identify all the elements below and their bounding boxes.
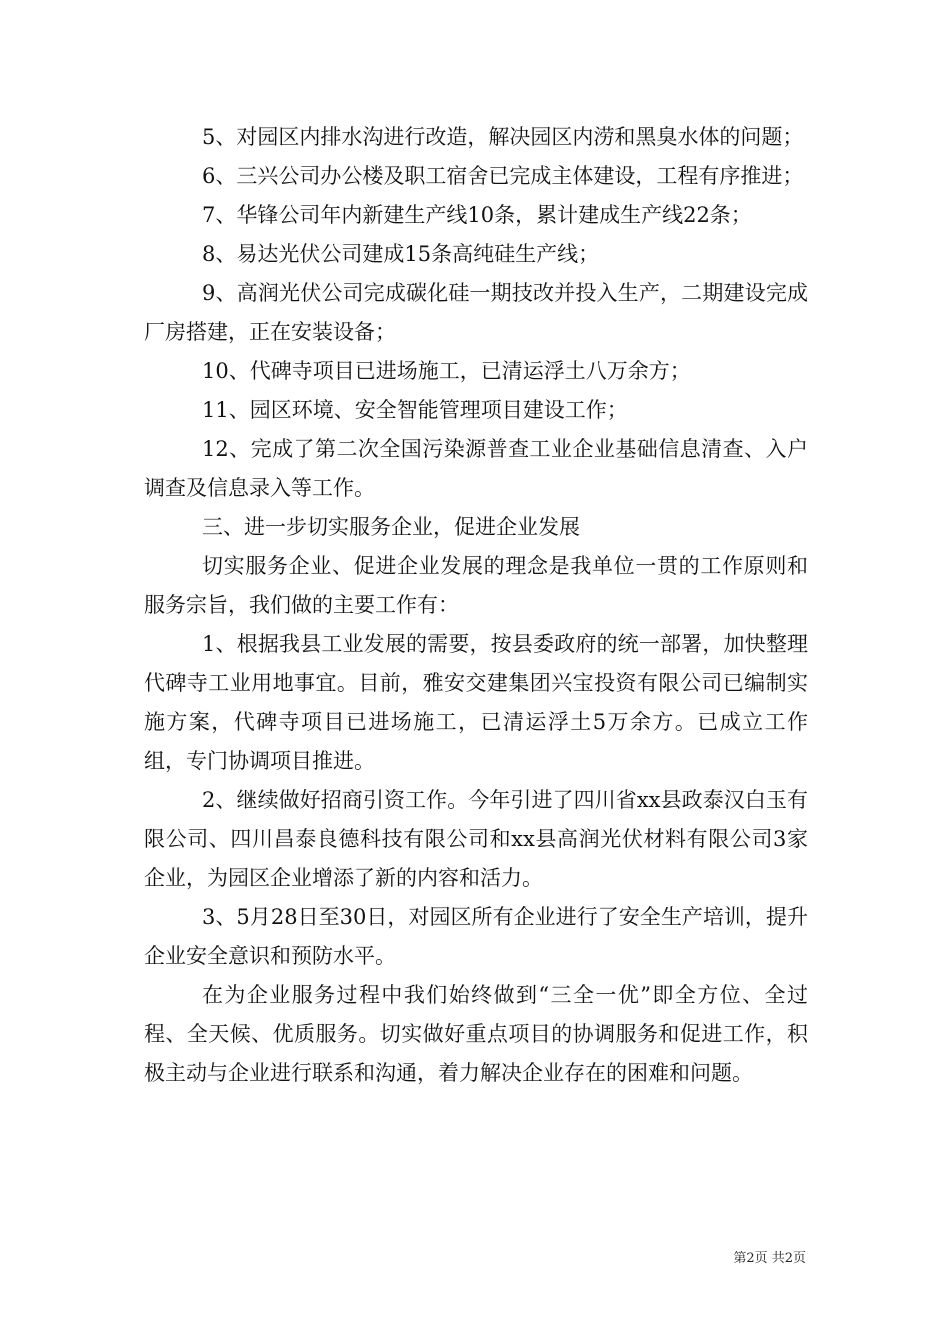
section-heading: 三、进一步切实服务企业，促进企业发展 — [202, 515, 580, 539]
paragraph-item-9: 9、高润光伏公司完成碳化硅一期技改并投入生产，二期建设完成厂房搭建，正在安装设备； — [144, 281, 808, 344]
document-body — [144, 118, 808, 1093]
work-item-3: 3、5月28日至30日，对园区所有企业进行了安全生产培训，提升企业安全意识和预防水平。 — [144, 905, 808, 968]
paragraph-item-7: 7、华锋公司年内新建生产线10条，累计建成生产线22条； — [202, 203, 752, 227]
paragraph-item-5: 5、对园区内排水沟进行改造，解决园区内涝和黑臭水体的问题； — [202, 125, 804, 149]
work-item-1: 1、根据我县工业发展的需要，按县委政府的统一部署，加快整理代碑寺工业用地事宜。目前，雅安交建集团兴宝投资有限公司已编制实施方案，代碑寺项目已进场施工，已清运浮土5万余方。已成立工作组，专门协调项目推进。 — [144, 632, 808, 773]
paragraph-item-8: 8、易达光伏公司建成15条高纯硅生产线； — [202, 242, 600, 266]
closing-paragraph: 在为企业服务过程中我们始终做到“三全一优”即全方位、全过程、全天候、优质服务。切实做好重点项目的协调服务和促进工作，积极主动与企业进行联系和沟通，着力解决企业存在的困难和问题。 — [144, 983, 808, 1085]
paragraph-item-11: 11、园区环境、安全智能管理项目建设工作； — [202, 398, 628, 422]
paragraph-item-12: 12、完成了第二次全国污染源普查工业企业基础信息清查、入户调查及信息录入等工作。 — [144, 437, 808, 500]
work-item-2: 2、继续做好招商引资工作。今年引进了四川省xx县政泰汉白玉有限公司、四川昌泰良德科技有限公司和xx县高润光伏材料有限公司3家企业，为园区企业增添了新的内容和活力。 — [144, 788, 808, 890]
paragraph-item-6: 6、三兴公司办公楼及职工宿舍已完成主体建设，工程有序推进； — [202, 164, 804, 188]
page-footer — [733, 1247, 806, 1266]
section-intro: 切实服务企业、促进企业发展的理念是我单位一贯的工作原则和服务宗旨，我们做的主要工作有： — [144, 554, 808, 617]
paragraph-item-10: 10、代碑寺项目已进场施工，已清运浮土八万余方； — [202, 359, 691, 383]
page-number: 第2页 共2页 — [733, 1251, 806, 1266]
